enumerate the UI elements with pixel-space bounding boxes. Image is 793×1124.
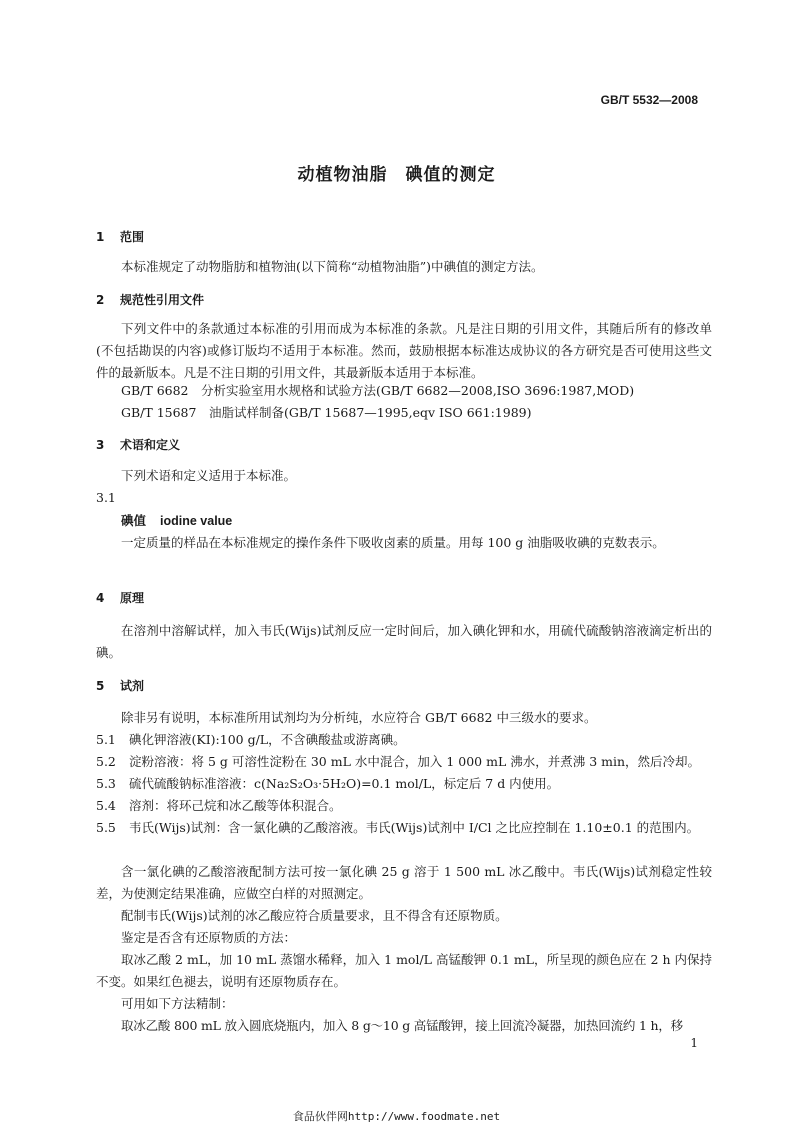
section-number: 4 (96, 591, 105, 605)
item-text: 韦氏(Wijs)试剂：含一氯化碘的乙酸溶液。韦氏(Wijs)试剂中 I/Cl 之比应控制在 1.10±0.1 的范围内。 (129, 820, 700, 835)
reference-item: GB/T 6682 分析实验室用水规格和试验方法(GB/T 6682—2008,ISO 3696:1987,MOD) (121, 383, 635, 398)
section-heading-2 (96, 291, 204, 308)
paragraph: 含一氯化碘的乙酸溶液配制方法可按一氯化碘 25 g 溶于 1 500 mL 冰乙酸中。韦氏(Wijs)试剂稳定性较差，为使测定结果准确，应做空白样的对照测定。 (96, 864, 712, 901)
section-heading-5 (96, 677, 144, 694)
paragraph: 取冰乙酸 800 mL 放入圆底烧瓶内，加入 8 g～10 g 高锰酸钾，接上回流冷凝器，加热回流约 1 h，移 (121, 1018, 683, 1033)
section-title: 术语和定义 (120, 438, 181, 452)
item-text: 溶剂：将环己烷和冰乙酸等体积混合。 (129, 798, 342, 813)
term-entry (121, 511, 232, 529)
section-heading-4 (96, 589, 144, 606)
paragraph: 下列术语和定义适用于本标准。 (121, 468, 297, 483)
item-number: 5.4 (96, 798, 116, 813)
paragraph: 在溶剂中溶解试样，加入韦氏(Wijs)试剂反应一定时间后，加入碘化钾和水，用硫代硫酸钠溶液滴定析出的碘。 (96, 623, 712, 660)
paragraph: 除非另有说明，本标准所用试剂均为分析纯，水应符合 GB/T 6682 中三级水的要求。 (121, 710, 597, 725)
item-text: 硫代硫酸钠标准溶液：c(Na₂S₂O₃·5H₂O)=0.1 mol/L，标定后 7 d 内使用。 (129, 776, 560, 791)
section-number: 5 (96, 679, 105, 693)
paragraph: 配制韦氏(Wijs)试剂的冰乙酸应符合质量要求，且不得含有还原物质。 (121, 908, 508, 923)
item-number: 5.5 (96, 820, 116, 835)
page-number: 1 (690, 1036, 698, 1050)
term-english: iodine value (160, 514, 233, 528)
reagent-item (96, 817, 712, 839)
section-number: 1 (96, 230, 105, 244)
section-title: 试剂 (120, 679, 145, 693)
reference-item: GB/T 15687 油脂试样制备(GB/T 15687—1995,eqv ISO 661:1989) (121, 405, 532, 420)
section-title: 原理 (120, 591, 145, 605)
item-text: 淀粉溶液：将 5 g 可溶性淀粉在 30 mL 水中混合，加入 1 000 mL 沸水，并煮沸 3 min，然后冷却。 (129, 754, 701, 769)
reagent-item (96, 773, 712, 795)
paragraph: 鉴定是否含有还原物质的方法： (121, 930, 297, 945)
paragraph: 取冰乙酸 2 mL，加 10 mL 蒸馏水稀释，加入 1 mol/L 高锰酸钾 0.1 mL，所呈现的颜色应在 2 h 内保持不变。如果红色褪去，说明有还原物质存在。 (96, 952, 712, 989)
reagent-item (96, 729, 712, 751)
section-number: 2 (96, 293, 105, 307)
section-title: 规范性引用文件 (120, 293, 205, 307)
item-text: 碘化钾溶液(KI):100 g/L，不含碘酸盐或游离碘。 (129, 732, 406, 747)
document-title: 动植物油脂 碘值的测定 (297, 165, 496, 185)
item-number: 5.3 (96, 776, 116, 791)
paragraph: 本标准规定了动物脂肪和植物油(以下简称“动植物油脂”)中碘值的测定方法。 (121, 259, 544, 274)
standard-number: GB/T 5532—2008 (600, 93, 698, 107)
item-number: 5.2 (96, 754, 116, 769)
footer-watermark: 食品伙伴网http://www.foodmate.net (292, 1110, 501, 1123)
section-title: 范围 (120, 230, 145, 244)
section-heading-3 (96, 436, 180, 453)
term-chinese: 碘值 (121, 513, 147, 528)
reagent-item (96, 751, 712, 773)
section-number: 3 (96, 438, 105, 452)
reagent-item (96, 795, 712, 817)
paragraph: 下列文件中的条款通过本标准的引用而成为本标准的条款。凡是注日期的引用文件，其随后所有的修改单(不包括勘误的内容)或修订版均不适用于本标准。然而，鼓励根据本标准达成协议的各方研究是否可使用这些文件的最新版本。凡是不注日期的引用文件，其最新版本适用于本标准。 (96, 321, 712, 380)
section-heading-1 (96, 228, 144, 245)
item-number: 5.1 (96, 732, 116, 747)
paragraph: 可用如下方法精制： (121, 996, 234, 1011)
subsection-number: 3.1 (96, 490, 116, 505)
definition: 一定质量的样品在本标准规定的操作条件下吸收卤素的质量。用每 100 g 油脂吸收碘的克数表示。 (121, 535, 665, 550)
